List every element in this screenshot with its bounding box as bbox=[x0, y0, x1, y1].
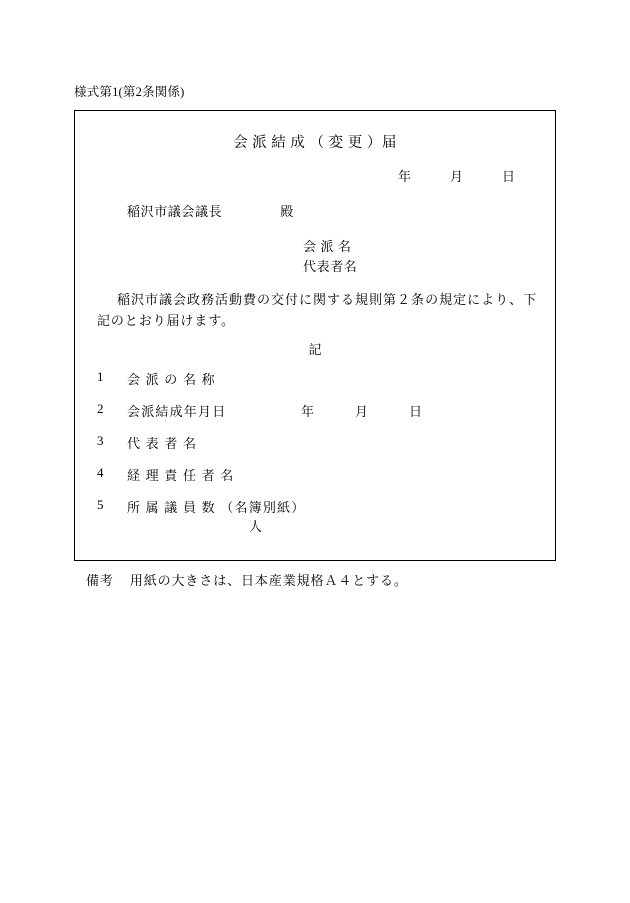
body-paragraph-text: 稲沢市議会政務活動費の交付に関する規則第２条の規定により、下記のとおり届けます。 bbox=[97, 292, 537, 328]
form-number: 様式第1(第2条関係) bbox=[74, 85, 185, 99]
item-label: 会 派 の 名 称 bbox=[127, 372, 216, 387]
item-number: 2 bbox=[97, 401, 104, 416]
list-item bbox=[97, 433, 537, 465]
form-body-inner bbox=[75, 111, 555, 560]
body-paragraph bbox=[97, 289, 537, 331]
list-item bbox=[97, 465, 537, 497]
item-label: 所 属 議 員 数 （名簿別紙） bbox=[127, 500, 306, 515]
item-label: 経 理 責 任 者 名 bbox=[127, 468, 235, 483]
addressee-name: 稲沢市議会議長 bbox=[127, 204, 223, 219]
item-label: 代 表 者 名 bbox=[127, 436, 198, 451]
item-number: 4 bbox=[97, 465, 104, 480]
addressee-line bbox=[127, 201, 294, 220]
item-sub-unit: 人 bbox=[249, 519, 263, 534]
item-number: 1 bbox=[97, 369, 104, 384]
item-trailing: 年 月 日 bbox=[301, 404, 423, 419]
item-label: 会派結成年月日 bbox=[127, 404, 227, 419]
remark-label: 備考 bbox=[86, 573, 114, 588]
date-line: 年 月 日 bbox=[397, 169, 515, 184]
item-list bbox=[97, 369, 537, 534]
representative-name-label: 代表者名 bbox=[303, 259, 358, 274]
item-number: 5 bbox=[97, 497, 104, 512]
document-title: 会 派 結 成 （ 変 更 ）届 bbox=[233, 135, 397, 151]
list-item bbox=[97, 401, 537, 433]
list-item bbox=[97, 369, 537, 401]
remark-text: 用紙の大きさは、日本産業規格Ａ４とする。 bbox=[129, 573, 408, 588]
list-item bbox=[97, 497, 537, 534]
ki-label: 記 bbox=[308, 342, 322, 357]
item-number: 3 bbox=[97, 433, 104, 448]
addressee-honorific: 殿 bbox=[280, 204, 294, 219]
remark-line bbox=[86, 570, 408, 589]
party-name-label: 会 派 名 bbox=[303, 239, 352, 254]
form-body-box bbox=[74, 110, 556, 561]
